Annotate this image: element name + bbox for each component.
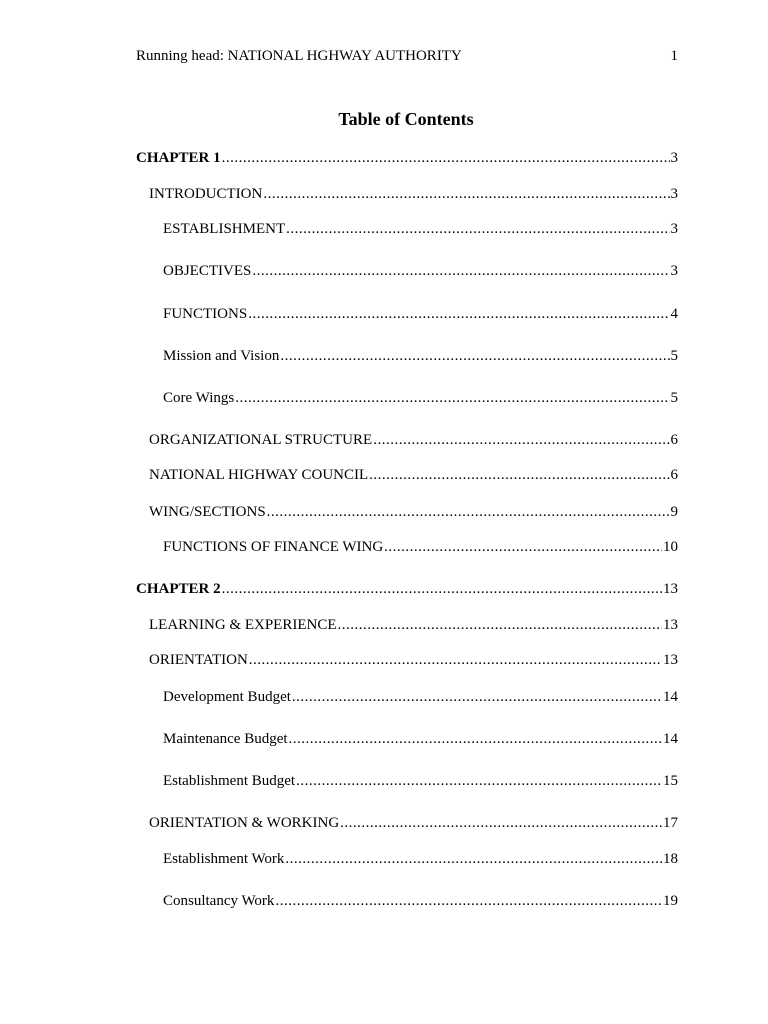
toc-entry-page: 10 [663,539,678,555]
toc-entry-page: 6 [670,432,678,448]
toc-entry-page: 13 [663,652,678,668]
toc-entry-label: Establishment Work [163,851,285,867]
toc-entry-label: CHAPTER 2 [136,581,221,597]
toc-entry-label: FUNCTIONS OF FINANCE WING [163,539,384,555]
dot-leader [289,729,662,749]
dot-leader [222,148,670,168]
toc-entry-page: 5 [670,390,678,406]
toc-entry-development-budget[interactable] [163,687,678,707]
toc-entry-label: LEARNING & EXPERIENCE [149,617,337,633]
toc-entry-label: OBJECTIVES [163,263,252,279]
toc-entry-label: Maintenance Budget [163,731,288,747]
toc-entry-page: 13 [663,581,678,597]
dot-leader [369,465,669,485]
toc-entry-functions[interactable] [163,304,678,324]
dot-leader [263,184,669,204]
toc-entry-orientation[interactable] [149,650,678,670]
toc-entry-page: 3 [670,221,678,237]
toc-entry-page: 6 [670,467,678,483]
toc-entry-establishment-budget[interactable] [163,771,678,791]
dot-leader [222,579,662,599]
toc-entry-introduction[interactable] [149,184,678,204]
dot-leader [286,219,669,239]
toc-entry-label: ESTABLISHMENT [163,221,286,237]
toc-entry-label: FUNCTIONS [163,306,248,322]
toc-entry-page: 17 [663,815,678,831]
toc-entry-page: 14 [663,731,678,747]
toc-entry-label: Mission and Vision [163,348,280,364]
toc-entry-label: Consultancy Work [163,893,275,909]
toc-entry-page: 9 [670,504,678,520]
toc-entry-page: 18 [663,851,678,867]
toc-entry-chapter-2[interactable] [136,579,678,599]
dot-leader [249,650,662,670]
toc-entry-functions-of-finance-wing[interactable] [163,537,678,557]
toc-entry-learning-experience[interactable] [149,615,678,635]
dot-leader [235,388,669,408]
dot-leader [267,502,670,522]
toc-entry-page: 3 [670,263,678,279]
toc-entry-core-wings[interactable] [163,388,678,408]
toc-entry-wing-sections[interactable] [149,502,678,522]
toc-entry-label: ORGANIZATIONAL STRUCTURE [149,432,373,448]
toc-entry-page: 4 [670,306,678,322]
toc-entry-page: 3 [670,150,678,166]
dot-leader [248,304,669,324]
toc-entry-national-highway-council[interactable] [149,465,678,485]
toc-entry-label: WING/SECTIONS [149,504,266,520]
running-head-text: Running head: NATIONAL HGHWAY AUTHORITY [136,48,462,64]
toc-entry-label: Development Budget [163,689,291,705]
dot-leader [384,537,662,557]
toc-entry-page: 5 [670,348,678,364]
dot-leader [252,261,669,281]
dot-leader [340,813,662,833]
toc-entry-label: ORIENTATION & WORKING [149,815,340,831]
toc-entry-establishment[interactable] [163,219,678,239]
toc-entry-objectives[interactable] [163,261,678,281]
toc-entry-orientation-working[interactable] [149,813,678,833]
toc-entry-label: Core Wings [163,390,235,406]
page-number: 1 [670,48,678,64]
toc-title: Table of Contents [338,109,474,129]
toc-entry-page: 19 [663,893,678,909]
toc-entry-organizational-structure[interactable] [149,430,678,450]
toc-entry-label: NATIONAL HIGHWAY COUNCIL [149,467,369,483]
toc-entry-label: Establishment Budget [163,773,296,789]
toc-entry-page: 14 [663,689,678,705]
dot-leader [285,849,662,869]
toc-entry-page: 15 [663,773,678,789]
toc-entry-establishment-work[interactable] [163,849,678,869]
toc-entry-page: 3 [670,186,678,202]
dot-leader [296,771,662,791]
running-header [136,46,678,66]
toc-entry-maintenance-budget[interactable] [163,729,678,749]
dot-leader [275,891,662,911]
dot-leader [373,430,669,450]
dot-leader [338,615,663,635]
toc-entry-label: ORIENTATION [149,652,248,668]
dot-leader [280,346,669,366]
toc-entry-page: 13 [663,617,678,633]
toc-entry-consultancy-work[interactable] [163,891,678,911]
toc-entry-label: INTRODUCTION [149,186,263,202]
dot-leader [292,687,662,707]
toc-entry-mission-and-vision[interactable] [163,346,678,366]
toc-entry-label: CHAPTER 1 [136,150,221,166]
toc-entry-chapter-1[interactable] [136,148,678,168]
